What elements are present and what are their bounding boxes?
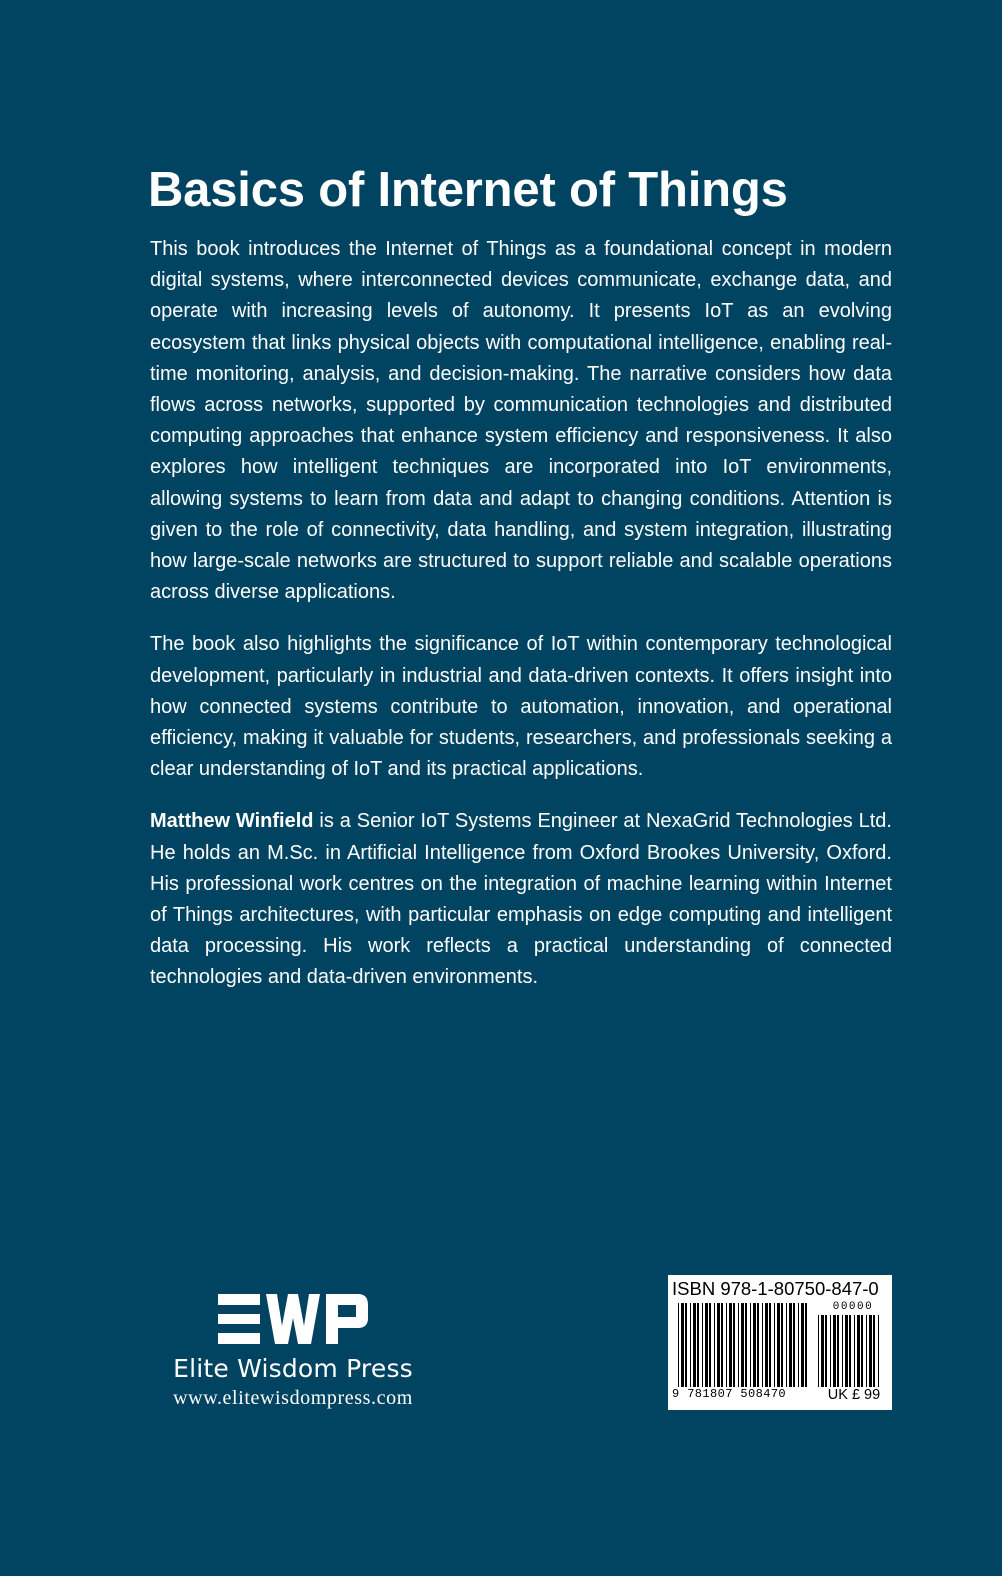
price-label: UK £ 99 xyxy=(827,1387,881,1403)
author-bio-text: is a Senior IoT Systems Engineer at NexaGrid Technologies Ltd. He holds an M.Sc. in Artificial Intelligence from Oxford Brookes University, Oxford. His professional work centres on the integration of machine learning within Internet of Things architectures, with particular emphasis on edge computing and intelligent data processing. His work reflects a practical understanding of connected technologies and data-driven environments. xyxy=(150,810,892,989)
blurb xyxy=(150,234,892,1015)
isbn-label: ISBN 978-1-80750-847-0 xyxy=(672,1278,879,1299)
author-name: Matthew Winfield xyxy=(150,810,314,833)
addon-digits: 00000 xyxy=(832,1301,874,1313)
isbn-barcode xyxy=(668,1275,892,1410)
publisher-name: Elite Wisdom Press xyxy=(173,1354,413,1383)
publisher-url: www.elitewisdompress.com xyxy=(173,1387,413,1409)
publisher-block xyxy=(148,1290,438,1410)
ean-digits: 9 781807 508470 xyxy=(672,1387,787,1401)
author-bio xyxy=(150,806,892,993)
book-title: Basics of Internet of Things xyxy=(148,163,788,217)
description-paragraph-1: This book introduces the Internet of Things as a foundational concept in modern digital systems, where interconnected devices communicate, exchange data, and operate with increasing levels of autonomy. It presents IoT as an evolving ecosystem that links physical objects with computational intelligence, enabling real-time monitoring, analysis, and decision-making. The narrative considers how data flows across networks, supported by communication technologies and distributed computing approaches that enhance system efficiency and responsiveness. It also explores how intelligent techniques are incorporated into IoT environments, allowing systems to learn from data and adapt to changing conditions. Attention is given to the role of connectivity, data handling, and system integration, illustrating how large-scale networks are structured to support reliable and scalable operations across diverse applications. xyxy=(150,238,892,604)
description-paragraph-2: The book also highlights the significance of IoT within contemporary technological development, particularly in industrial and data-driven contexts. It offers insight into how connected systems contribute to automation, innovation, and operational efficiency, making it valuable for students, researchers, and professionals seeking a clear understanding of IoT and its practical applications. xyxy=(150,633,892,781)
publisher-logo xyxy=(218,1290,368,1348)
